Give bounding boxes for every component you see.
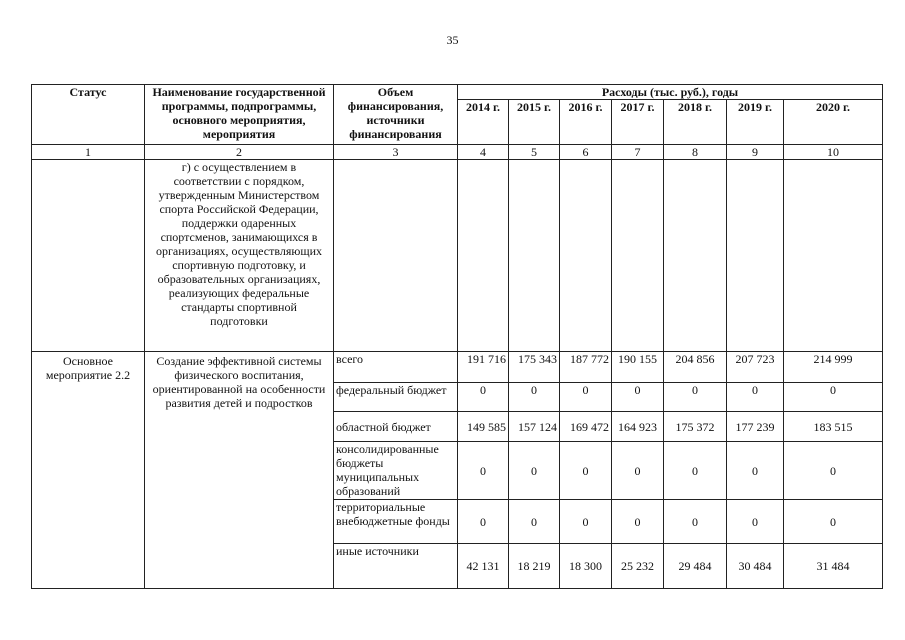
header-year: 2019 г. [727,100,784,145]
value-cell: 190 155 [612,352,664,383]
source-label: иные источники [334,544,458,589]
value-cell: 0 [664,442,727,500]
value-cell: 18 300 [560,544,612,589]
value-cell: 0 [612,383,664,412]
value-cell: 0 [664,383,727,412]
value-cell: 157 124 [509,412,560,442]
source-label: территориальные внебюджетные фонды [334,500,458,544]
header-status: Статус [32,85,145,145]
value-cell: 0 [727,383,784,412]
table-row [32,352,883,383]
header-year: 2014 г. [458,100,509,145]
header-year: 2016 г. [560,100,612,145]
column-number: 7 [612,145,664,160]
value-cell: 207 723 [727,352,784,383]
value-cell: 149 585 [458,412,509,442]
column-number: 9 [727,145,784,160]
column-number: 3 [334,145,458,160]
column-number: 6 [560,145,612,160]
header-volume: Объем финансирования, источники финансирования [334,85,458,145]
header-year: 2020 г. [784,100,883,145]
column-number: 5 [509,145,560,160]
header-expenses: Расходы (тыс. руб.), годы [458,85,883,100]
continuation-row [32,160,883,352]
value-cell: 0 [458,442,509,500]
financing-table [31,84,883,589]
value-cell: 0 [560,442,612,500]
value-cell: 164 923 [612,412,664,442]
value-cell: 204 856 [664,352,727,383]
value-cell: 31 484 [784,544,883,589]
value-cell: 0 [784,383,883,412]
column-number: 2 [145,145,334,160]
column-number: 8 [664,145,727,160]
value-cell: 0 [727,442,784,500]
value-cell: 30 484 [727,544,784,589]
value-cell: 0 [727,500,784,544]
value-cell: 0 [458,383,509,412]
value-cell: 0 [560,500,612,544]
value-cell: 0 [509,442,560,500]
value-cell: 0 [509,500,560,544]
source-label: консолидированные бюджеты муниципальных образований [334,442,458,500]
header-year: 2017 г. [612,100,664,145]
value-cell: 0 [664,500,727,544]
source-label: федеральный бюджет [334,383,458,412]
header-year: 2015 г. [509,100,560,145]
column-number-row [32,145,883,160]
value-cell: 0 [784,500,883,544]
value-cell: 175 343 [509,352,560,383]
value-cell: 0 [560,383,612,412]
value-cell: 0 [509,383,560,412]
value-cell: 187 772 [560,352,612,383]
column-number: 4 [458,145,509,160]
source-label: всего [334,352,458,383]
value-cell: 0 [784,442,883,500]
column-number: 10 [784,145,883,160]
page-number: 35 [446,33,459,47]
continuation-text: г) с осуществлением в соответствии с порядком, утвержденным Министерством спорта Российской Федерации, поддержки одаренных спортсменов, занимающихся в организациях, осуществляющих спортивную подготовку, и образовательных организациях, реализующих федеральные стандарты спортивной подготовки [145,160,334,352]
value-cell: 177 239 [727,412,784,442]
value-cell: 175 372 [664,412,727,442]
value-cell: 18 219 [509,544,560,589]
value-cell: 191 716 [458,352,509,383]
value-cell: 42 131 [458,544,509,589]
value-cell: 25 232 [612,544,664,589]
value-cell: 0 [612,442,664,500]
header-year: 2018 г. [664,100,727,145]
source-label: областной бюджет [334,412,458,442]
measure-status: Основное мероприятие 2.2 [32,352,145,589]
value-cell: 169 472 [560,412,612,442]
value-cell: 29 484 [664,544,727,589]
value-cell: 0 [458,500,509,544]
value-cell: 183 515 [784,412,883,442]
measure-name: Создание эффективной системы физического воспитания, ориентированной на особенности развития детей и подростков [145,352,334,589]
value-cell: 214 999 [784,352,883,383]
column-number: 1 [32,145,145,160]
value-cell: 0 [612,500,664,544]
header-name: Наименование государственной программы, подпрограммы, основного мероприятия, мероприятия [145,85,334,145]
